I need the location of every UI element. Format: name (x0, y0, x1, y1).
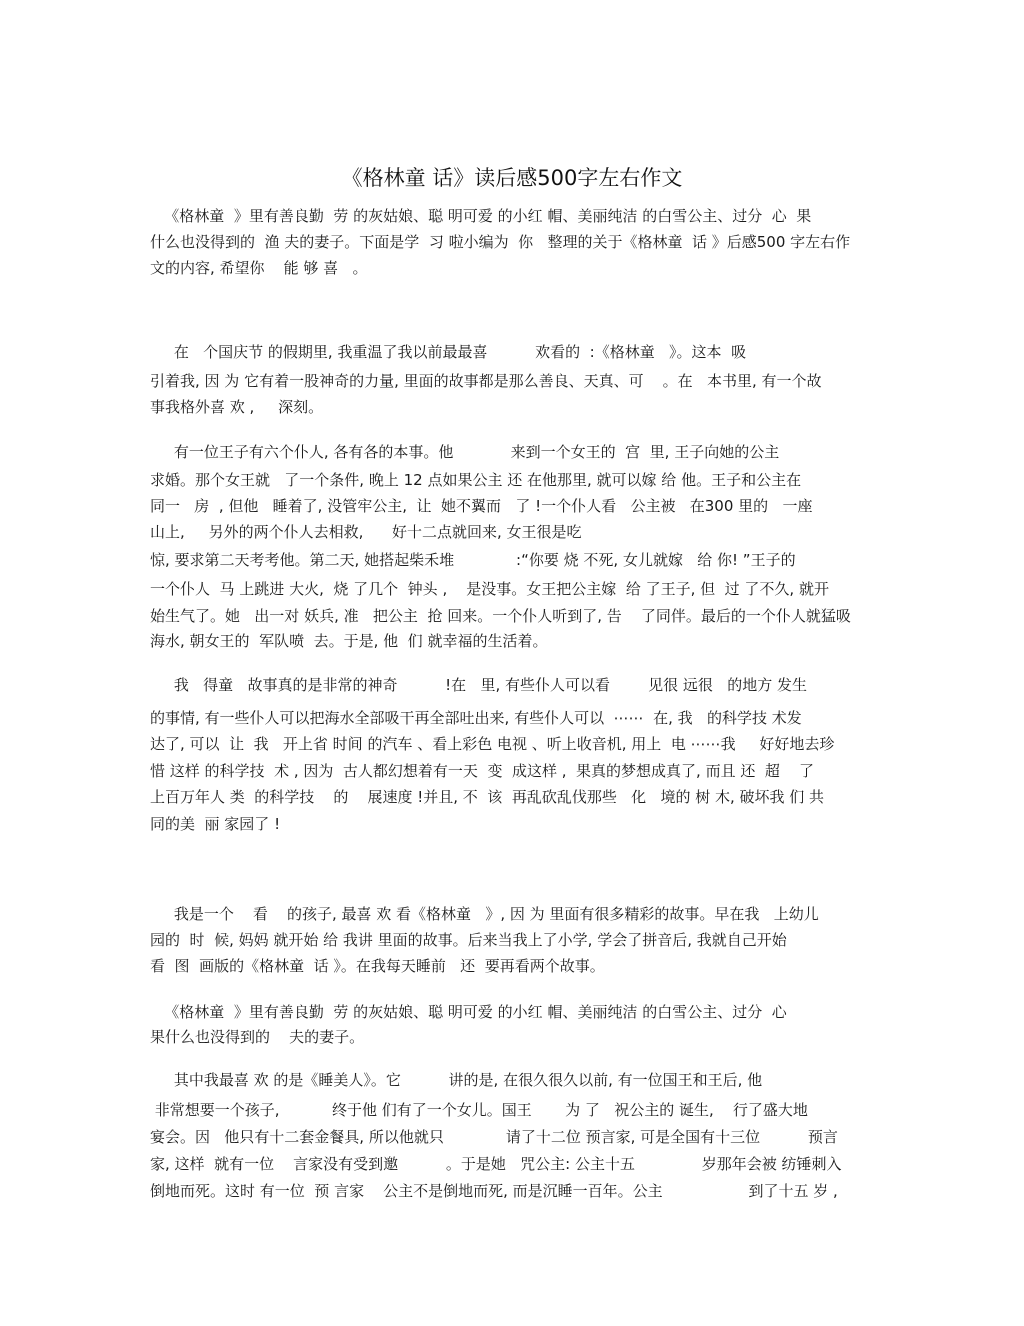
text-line: 达了, 可以 让 我 开上省 时间 的汽车 、看上彩色 电视 、听上收音机, 用上 电 ⋯⋯我 好好地去珍 (150, 735, 835, 753)
text-line: 山上, 另外的两个仆人去相救, 好十二点就回来, 女王很是吃 (150, 523, 582, 541)
text-line: 果什么也没得到的 夫的妻子。 (150, 1028, 365, 1046)
text-line: 同的美 丽 家园了 ! (150, 815, 281, 833)
text-line: 引着我, 因 为 它有着一股神奇的力量, 里面的故事都是那么善良、天真、可 。在 本书里, 有一个故 (150, 372, 822, 390)
text-line: 海水, 朝女王的 军队喷 去。于是, 他 们 就幸福的生活着。 (150, 632, 548, 650)
text-line: 倒地而死。这时 有一位 预 言家 公主不是倒地而死, 而是沉睡一百年。公主 到了十五 岁 , (150, 1182, 838, 1200)
document-title: 《格林童 话》读后感500字左右作文 (341, 166, 683, 190)
text-line: 一个仆人 马 上跳进 大火, 烧 了几个 钟头 , 是没事。女王把公主嫁 给 了王子, 但 过 了不久, 就开 (150, 580, 829, 598)
text-line: 《格林童 》里有善良勤 劳 的灰姑娘、聪 明可爱 的小红 帽、美丽纯洁 的白雪公主、过分 心 (150, 1003, 787, 1021)
text-line: 非常想要一个孩子, 终于他 们有了一个女儿。国王 为 了 祝公主的 诞生, 行了盛大地 (150, 1101, 808, 1119)
text-line: 文的内容, 希望你 能 够 喜 。 (150, 259, 368, 277)
text-line: 我是一个 看 的孩子, 最喜 欢 看《格林童 》, 因 为 里面有很多精彩的故事。早在我 上幼儿 (150, 905, 819, 923)
text-line: 事我格外喜 欢 , 深刻。 (150, 398, 324, 416)
text-line: 同一 房 , 但他 睡着了, 没管牢公主, 让 她不翼而 了 !一个仆人看 公主被 在300 里的 一座 (150, 497, 813, 515)
text-line: 其中我最喜 欢 的是《睡美人》。它 讲的是, 在很久很久以前, 有一位国王和王后, 他 (150, 1071, 763, 1089)
text-line: 《格林童 》里有善良勤 劳 的灰姑娘、聪 明可爱 的小红 帽、美丽纯洁 的白雪公主、过分 心 果 (150, 207, 812, 225)
text-line: 宴会。因 他只有十二套金餐具, 所以他就只 请了十二位 预言家, 可是全国有十三位 预言 (150, 1128, 838, 1146)
text-line: 有一位王子有六个仆人, 各有各的本事。他 来到一个女王的 宫 里, 王子向她的公主 (150, 443, 780, 461)
text-line: 求婚。那个女王就 了一个条件, 晚上 12 点如果公主 还 在他那里, 就可以嫁 给 他。王子和公主在 (150, 471, 802, 489)
text-line: 始生气了。她 出一对 妖兵, 准 把公主 抢 回来。一个仆人听到了, 告 了同伴。最后的一个仆人就猛吸 (150, 607, 851, 625)
text-line: 在 个国庆节 的假期里, 我重温了我以前最最喜 欢看的 :《格林童 》。这本 吸 (150, 343, 747, 361)
text-line: 惜 这样 的科学技 术 , 因为 古人都幻想着有一天 变 成这样 , 果真的梦想成真了, 而且 还 超 了 (150, 762, 814, 780)
text-line: 看 图 画版的《格林童 话 》。在我每天睡前 还 要再看两个故事。 (150, 957, 605, 975)
text-line: 我 得童 故事真的是非常的神奇 !在 里, 有些仆人可以看 见很 远很 的地方 发生 (150, 676, 807, 694)
text-line: 惊, 要求第二天考考他。第二天, 她搭起柴禾堆 :“你要 烧 不死, 女儿就嫁 给 你! ”王子的 (150, 551, 796, 569)
text-line: 家, 这样 就有一位 言家没有受到邀 。于是她 咒公主: 公主十五 岁那年会被 纺锤刺入 (150, 1155, 842, 1173)
text-line: 上百万年人 类 的科学技 的 展速度 !并且, 不 该 再乱砍乱伐那些 化 境的 树 木, 破坏我 们 共 (150, 788, 825, 806)
text-line: 什么也没得到的 渔 夫的妻子。下面是学 习 啦小编为 你 整理的关于《格林童 话 》后感500 字左右作 (150, 233, 851, 251)
text-line: 的事情, 有一些仆人可以把海水全部吸干再全部吐出来, 有些仆人可以 ⋯⋯ 在, 我 的科学技 术发 (150, 709, 802, 727)
text-line: 园的 时 候, 妈妈 就开始 给 我讲 里面的故事。后来当我上了小学, 学会了拼音后, 我就自己开始 (150, 931, 787, 949)
